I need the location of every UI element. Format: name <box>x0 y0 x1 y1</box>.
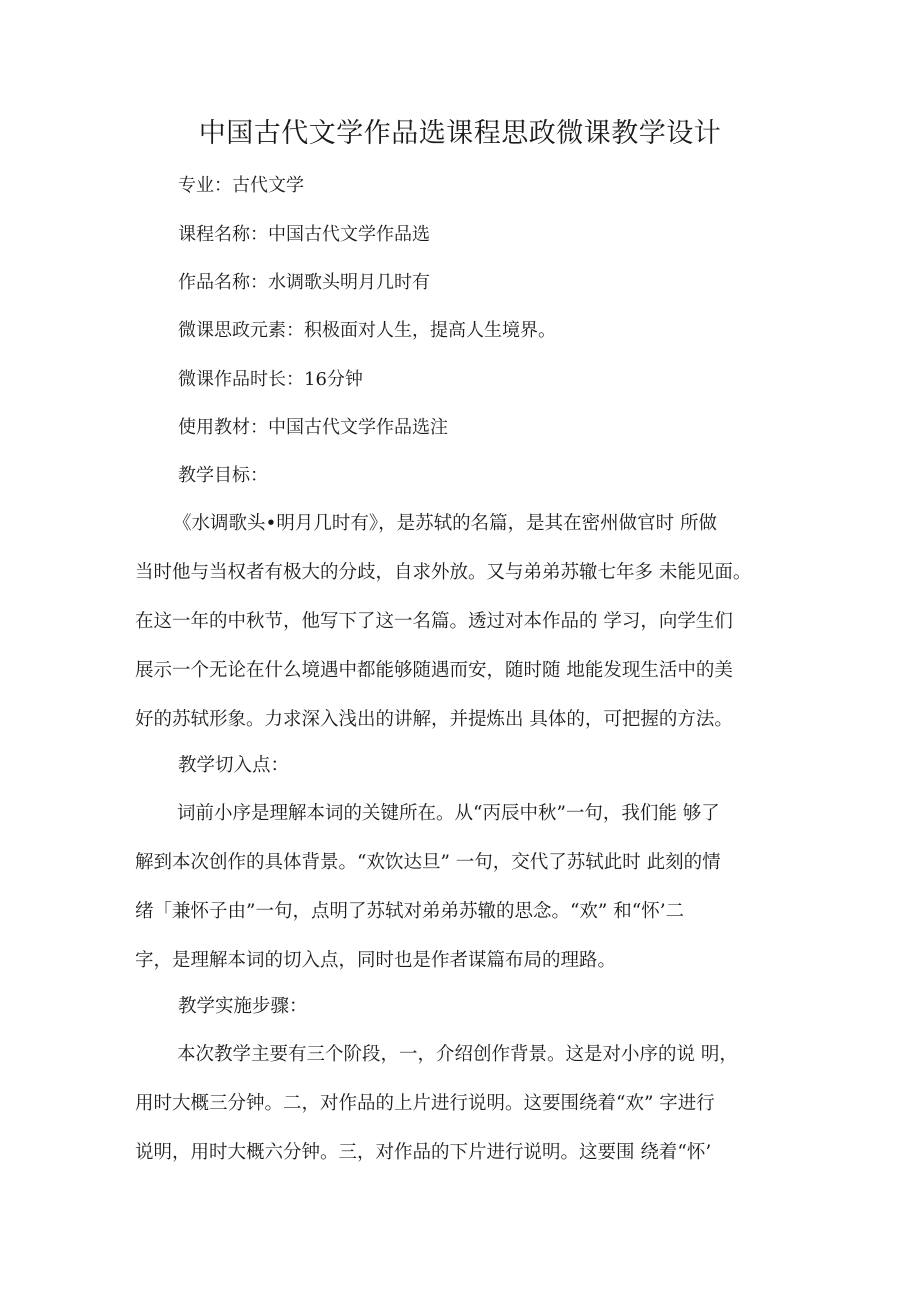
paragraph-line: 解到本次创作的具体背景。“欢饮达旦” 一句，交代了苏轼此时 此刻的情 <box>135 852 721 873</box>
paragraph-line: 《水调歌头•明月几时有》，是苏轼的名篇，是其在密州做官时 所做 <box>173 513 718 534</box>
paragraph-line: 用时大概三分钟。二，对作品的上片进行说明。这要围绕着“欢” 字进行 <box>135 1093 715 1114</box>
paragraph-line: 词前小序是理解本词的关键所在。从“丙辰中秋”一句，我们能 够了 <box>177 803 720 824</box>
paragraph-line: 说明，用时大概六分钟。三，对作品的下片进行说明。这要围 绕着“怀’ <box>135 1142 712 1163</box>
meta-major: 专业：古代文学 <box>178 175 304 196</box>
paragraph-line: 字，是理解本词的切入点，同时也是作者谋篇布局的理路。 <box>135 950 617 971</box>
implementation-steps-paragraph <box>135 1030 795 1177</box>
meta-course-name: 课程名称：中国古代文学作品选 <box>178 224 430 245</box>
meta-duration: 微课作品时长：16分钟 <box>178 369 363 390</box>
meta-ideological-element: 微课思政元素：积极面对人生，提高人生境界。 <box>178 320 556 341</box>
paragraph-line: 绪「兼怀子由”一句，点明了苏轼对弟弟苏辙的思念。“欢” 和“怀’二 <box>135 901 685 922</box>
paragraph-line: 在这一年的中秋节，他写下了这一名篇。透过对本作品的 学习，向学生们 <box>135 611 733 632</box>
document-title: 中国古代文学作品选课程思政微课教学设计 <box>198 118 722 149</box>
entry-point-heading: 教学切入点： <box>178 755 290 776</box>
paragraph-line: 当时他与当权者有极大的分歧，自求外放。又与弟弟苏辙七年多 未能见面。 <box>135 562 752 583</box>
paragraph-line: 好的苏轼形象。力求深入浅出的讲解，并提炼出 具体的，可把握的方法。 <box>135 709 733 730</box>
entry-point-paragraph <box>135 789 795 985</box>
meta-work-name: 作品名称：水调歌头明月几时有 <box>178 272 430 293</box>
paragraph-line: 本次教学主要有三个阶段，一，介绍创作背景。这是对小序的说 明， <box>177 1044 738 1065</box>
meta-textbook: 使用教材：中国古代文学作品选注 <box>178 417 448 438</box>
meta-objective-heading: 教学目标： <box>178 465 268 486</box>
objective-paragraph <box>135 499 795 744</box>
paragraph-line: 展示一个无论在什么境遇中都能够随遇而安，随时随 地能发现生活中的美 <box>135 660 733 681</box>
implementation-steps-heading: 教学实施步骤： <box>178 996 308 1017</box>
